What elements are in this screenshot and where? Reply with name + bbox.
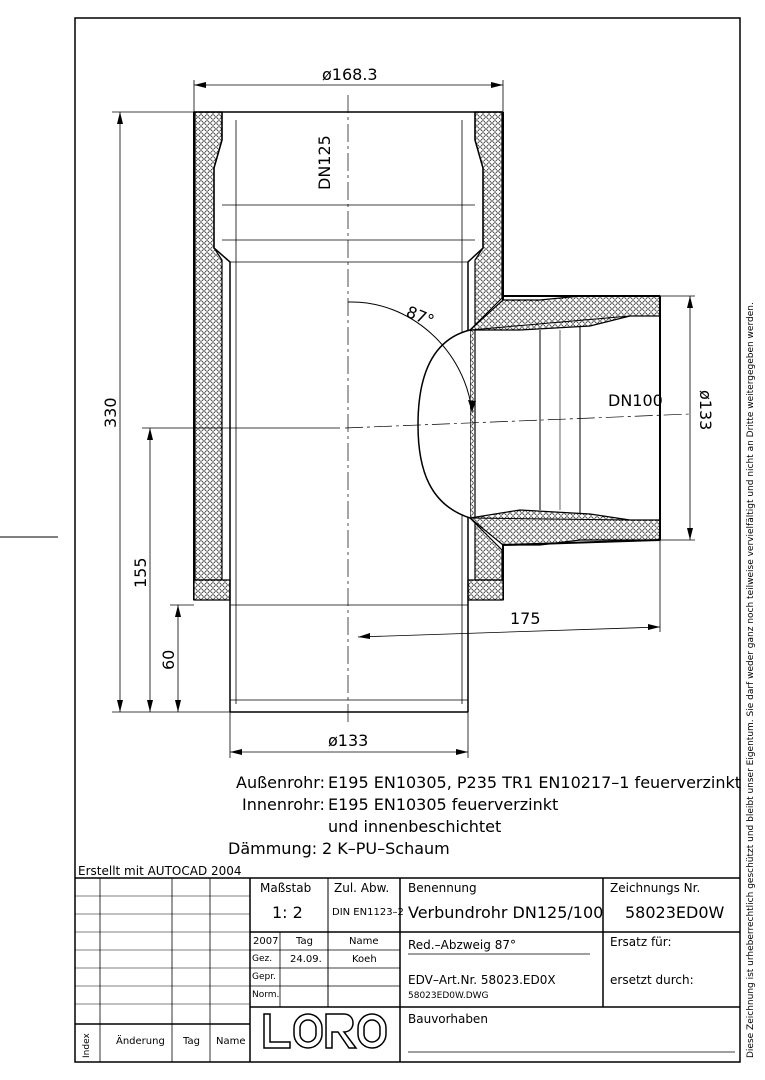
drawing-no: 58023ED0W (625, 903, 725, 922)
rev-index: Index (82, 1033, 92, 1058)
outer-pipe-value: E195 EN10305, P235 TR1 EN10217–1 feuerverzinkt (328, 773, 742, 792)
dim-od-bottom: ø133 (328, 731, 369, 750)
name-label: Benennung (408, 881, 477, 895)
insulation-right (470, 112, 502, 580)
row-gepr: Gepr. (252, 972, 276, 982)
insulation-label: Dämmung: (228, 839, 318, 858)
dim-od-branch: ø133 (696, 390, 715, 431)
dim-dn-main: DN125 (315, 135, 334, 190)
dim-height-spigot: 60 (159, 649, 178, 670)
name-value: Verbundrohr DN125/100 (408, 903, 604, 922)
branch-pipe (418, 296, 660, 545)
scale-value: 1: 2 (272, 903, 303, 922)
center-lines (345, 95, 690, 725)
insulation-left (195, 112, 222, 580)
scale-label: Maßstab (260, 881, 312, 895)
inner-pipe-value: E195 EN10305 feuerverzinkt (328, 795, 559, 814)
copyright-note: Diese Zeichnung ist urheberrechtlich geschützt und bleibt unser Eigentum. Sie darf weder ganz noch teilweise vervielfältigt und nicht an Dritte weitergegeben werden. (746, 302, 756, 1058)
tolerance-label: Zul. Abw. (334, 881, 390, 895)
insulation-value: 2 K–PU–Schaum (322, 839, 450, 858)
dwg-file: 58023ED0W.DWG (408, 991, 489, 1001)
project-label: Bauvorhaben (408, 1012, 488, 1026)
replaced-by-label: ersetzt durch: (610, 973, 694, 987)
dim-height-total: 330 (101, 397, 120, 428)
inner-pipe-value-2: und innenbeschichtet (328, 817, 502, 836)
row-gez: Gez. (252, 954, 273, 964)
dim-dn-branch: DN100 (608, 391, 663, 410)
dim-height-branch: 155 (131, 557, 150, 588)
dim-od-top: ø168.3 (322, 65, 378, 84)
drawing-no-label: Zeichnungs Nr. (610, 881, 701, 895)
created-with: Erstellt mit AUTOCAD 2004 (78, 864, 242, 878)
rev-change: Änderung (116, 1036, 165, 1047)
col-name: Name (349, 936, 379, 947)
edv-number: EDV–Art.Nr. 58023.ED0X (408, 973, 556, 987)
dim-branch-length: 175 (510, 609, 541, 628)
row-norm: Norm. (252, 990, 280, 1000)
replaces-label: Ersatz für: (610, 935, 672, 949)
rev-day: Tag (183, 1036, 200, 1047)
gez-name: Koeh (352, 954, 377, 965)
year: 2007 (253, 936, 279, 947)
dim-angle: 87° (403, 302, 437, 331)
inner-pipe-label: Innenrohr: (242, 795, 325, 814)
gez-date: 24.09. (290, 954, 322, 965)
col-day: Tag (296, 936, 313, 947)
tolerance-value: DIN EN1123–2 (332, 907, 404, 918)
outer-pipe-label: Außenrohr: (236, 773, 325, 792)
name-sub: Red.–Abzweig 87° (408, 938, 516, 952)
loro-logo (264, 1014, 386, 1048)
rev-name: Name (216, 1036, 246, 1047)
